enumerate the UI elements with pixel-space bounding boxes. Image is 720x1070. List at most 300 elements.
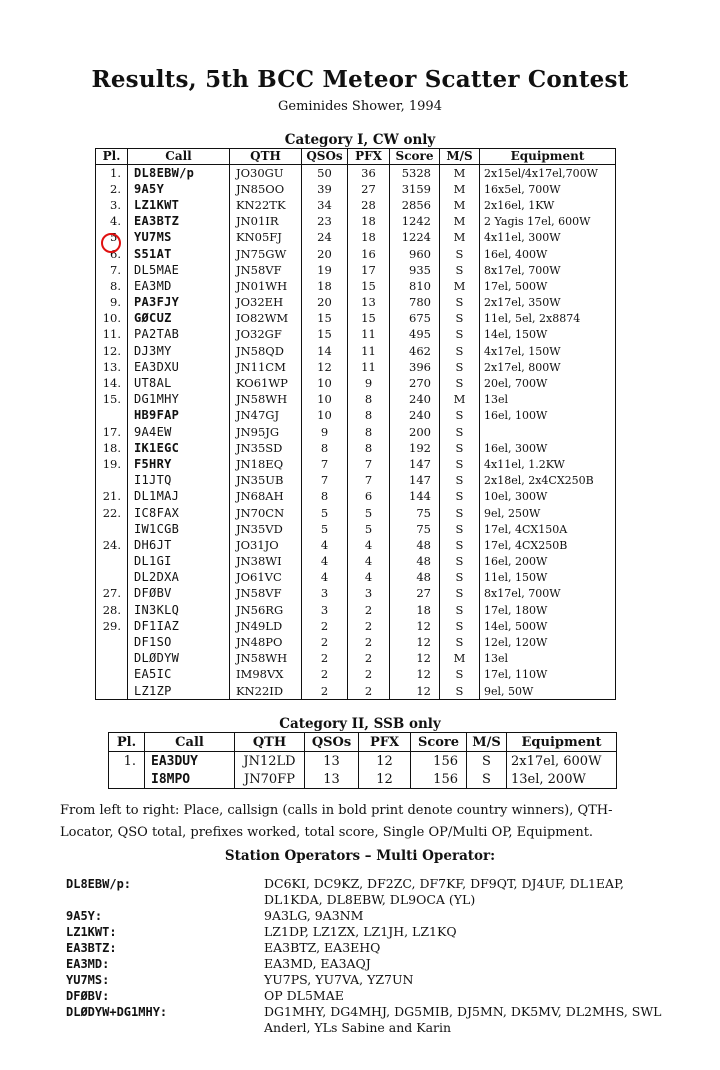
cell-qth: JN38WI [230,554,302,570]
cell-pfx: 8 [348,408,390,424]
operators-title: Station Operators – Multi Operator: [224,848,496,864]
cell-equipment: 11el, 150W [480,570,616,586]
cell-call: DF1IAZ [128,618,230,634]
cell-place: 28. [96,602,128,618]
cell-place: 19. [96,456,128,472]
cell-qth: KO61WP [230,375,302,391]
cell-call: DL2DXA [128,570,230,586]
cell-place: 4. [96,214,128,230]
cell-place: 17. [96,424,128,440]
cell-qth: JN68AH [230,489,302,505]
table-row [96,570,616,586]
cell-qth: JN95JG [230,424,302,440]
operator-names: DG1MHY, DG4MHJ, DG5MIB, DJ5MN, DK5MV, DL2MHS, SWL Anderl, YLs Sabine and Karin [264,1004,662,1035]
cell-call: DF1SO [128,634,230,650]
cell-pfx: 18 [348,230,390,246]
cell-ms: S [440,246,480,262]
table-row [96,521,616,537]
cell-score: 5328 [390,165,440,182]
cell-qth: JN12LD [235,752,305,771]
table-row [96,214,616,230]
cell-qth: KN22ID [230,683,302,700]
cell-ms: M [440,181,480,197]
cell-score: 240 [390,392,440,408]
cell-score: 12 [390,667,440,683]
cell-qth: JN75GW [230,246,302,262]
cell-qsos: 8 [302,489,348,505]
cell-pfx: 2 [348,618,390,634]
header-score: Score [390,149,440,165]
cell-pfx: 16 [348,246,390,262]
header-place: Pl. [109,733,145,752]
cell-qsos: 23 [302,214,348,230]
operator-station-call: DLØDYW+DG1MHY: [66,1005,168,1019]
cell-place: 10. [96,311,128,327]
cell-score: 12 [390,618,440,634]
cell-qsos: 9 [302,424,348,440]
table-row [96,165,616,182]
cell-pfx: 11 [348,359,390,375]
cell-call: EA3BTZ [128,214,230,230]
cell-place: 13. [96,359,128,375]
cell-score: 1224 [390,230,440,246]
operator-names: 9A3LG, 9A3NM [264,908,364,923]
cell-place [96,667,128,683]
cell-qth: JN58VF [230,586,302,602]
cell-qth: JO61VC [230,570,302,586]
cell-call: I8MPO [145,770,235,789]
table-row [96,343,616,359]
table-row [109,752,617,771]
cell-qsos: 10 [302,392,348,408]
table-row [96,537,616,553]
cell-score: 156 [411,770,467,789]
cell-score: 27 [390,586,440,602]
cell-place: 5. [96,230,128,246]
cell-ms: M [440,230,480,246]
cell-ms: S [440,456,480,472]
cell-equipment: 20el, 700W [480,375,616,391]
cell-equipment: 14el, 150W [480,327,616,343]
cell-equipment [480,424,616,440]
cell-place: 29. [96,618,128,634]
cell-score: 147 [390,456,440,472]
cell-place: 18. [96,440,128,456]
cell-score: 960 [390,246,440,262]
cell-place [96,651,128,667]
cell-qsos: 4 [302,554,348,570]
cell-place: 27. [96,586,128,602]
cell-call: HB9FAP [128,408,230,424]
cell-place: 15. [96,392,128,408]
cell-score: 270 [390,375,440,391]
cell-call: DL5MAE [128,262,230,278]
cell-place: 1. [96,165,128,182]
cell-ms: M [440,197,480,213]
cell-ms: S [440,667,480,683]
cell-equipment: 13el [480,392,616,408]
table-row [96,456,616,472]
cell-ms: M [440,214,480,230]
cell-call: DFØBV [128,586,230,602]
cell-call: I1JTQ [128,473,230,489]
cell-place: 1. [109,752,145,771]
cell-qth: JN01IR [230,214,302,230]
header-score: Score [411,733,467,752]
table-row [96,359,616,375]
page-subtitle: Geminides Shower, 1994 [278,99,442,114]
cell-score: 200 [390,424,440,440]
cell-qsos: 4 [302,537,348,553]
cell-equipment: 4x11el, 1.2KW [480,456,616,472]
cell-ms: S [440,537,480,553]
cell-call: S51AT [128,246,230,262]
cell-pfx: 7 [348,473,390,489]
cell-ms: M [440,651,480,667]
cell-equipment: 2x17el, 800W [480,359,616,375]
cell-ms: S [467,770,507,789]
cell-qsos: 20 [302,295,348,311]
cell-qsos: 39 [302,181,348,197]
cell-pfx: 5 [348,505,390,521]
operator-station-call: EA3MD: [66,957,110,971]
cell-ms: S [440,311,480,327]
cell-qth: IO82WM [230,311,302,327]
cell-ms: S [440,602,480,618]
cell-equipment: 16el, 100W [480,408,616,424]
operator-row [66,1004,666,1036]
cell-qsos: 24 [302,230,348,246]
cell-equipment: 2x17el, 350W [480,295,616,311]
cell-qsos: 15 [302,327,348,343]
cell-place: 2. [96,181,128,197]
operator-names: YU7PS, YU7VA, YZ7UN [264,972,414,987]
cell-equipment: 4x17el, 150W [480,343,616,359]
cell-equipment: 10el, 300W [480,489,616,505]
cell-equipment: 2x18el, 2x4CX250B [480,473,616,489]
cell-ms: S [440,375,480,391]
cell-score: 495 [390,327,440,343]
cell-call: PA2TAB [128,327,230,343]
cell-score: 48 [390,554,440,570]
cell-call: LZ1KWT [128,197,230,213]
cell-equipment: 8x17el, 700W [480,586,616,602]
category-1-title: Category I, CW only [284,132,436,148]
cell-call: DL1MAJ [128,489,230,505]
cell-qth: JN35VD [230,521,302,537]
cell-pfx: 2 [348,683,390,700]
operator-station-call: EA3BTZ: [66,941,117,955]
operator-row [66,988,666,1004]
cell-call: EA3DXU [128,359,230,375]
cell-place: 9. [96,295,128,311]
table-row [96,311,616,327]
header-pfx: PFX [348,149,390,165]
cell-ms: S [440,683,480,700]
cell-equipment: 2 Yagis 17el, 600W [480,214,616,230]
table-row [96,440,616,456]
cell-qsos: 3 [302,602,348,618]
header-qsos: QSOs [302,149,348,165]
table-row [96,230,616,246]
cell-equipment: 16el, 400W [480,246,616,262]
cell-place: 3. [96,197,128,213]
cell-qsos: 13 [305,770,359,789]
cell-score: 18 [390,602,440,618]
header-call: Call [145,733,235,752]
cell-qth: JN48PO [230,634,302,650]
operator-station-call: 9A5Y: [66,909,103,923]
operator-row [66,956,666,972]
cell-qsos: 4 [302,570,348,586]
cell-ms: M [440,165,480,182]
cell-qth: JO31JO [230,537,302,553]
cell-qsos: 18 [302,278,348,294]
cell-score: 2856 [390,197,440,213]
cell-qth: JN35SD [230,440,302,456]
cell-pfx: 12 [359,752,411,771]
cell-ms: S [440,521,480,537]
cell-score: 675 [390,311,440,327]
cell-pfx: 18 [348,214,390,230]
cell-call: 9A5Y [128,181,230,197]
cell-place [96,473,128,489]
cell-call: IC8FAX [128,505,230,521]
cell-place: 12. [96,343,128,359]
cell-qsos: 5 [302,521,348,537]
cell-score: 12 [390,683,440,700]
cell-qth: KN05FJ [230,230,302,246]
cell-place: 24. [96,537,128,553]
operator-names: LZ1DP, LZ1ZX, LZ1JH, LZ1KQ [264,924,457,939]
cell-ms: M [440,392,480,408]
table-row [96,586,616,602]
table-row [96,618,616,634]
cell-place [96,408,128,424]
cell-ms: S [440,408,480,424]
table-row [96,473,616,489]
cell-score: 48 [390,570,440,586]
operator-row [66,908,666,924]
cell-qsos: 7 [302,456,348,472]
table-row [96,375,616,391]
cell-call: EA3MD [128,278,230,294]
category-2-title: Category II, SSB only [279,716,441,732]
cell-equipment: 2x16el, 1KW [480,197,616,213]
cell-qth: JN01WH [230,278,302,294]
cell-ms: S [467,752,507,771]
operator-names: EA3MD, EA3AQJ [264,956,371,971]
cell-qsos: 2 [302,683,348,700]
cell-pfx: 8 [348,424,390,440]
cell-equipment: 2x15el/4x17el,700W [480,165,616,182]
category-2-table [108,732,617,789]
cell-place: 7. [96,262,128,278]
header-ms: M/S [467,733,507,752]
cell-ms: S [440,262,480,278]
cell-pfx: 2 [348,667,390,683]
table-row [96,505,616,521]
table-row [96,327,616,343]
operator-row [66,924,666,940]
cell-place: 8. [96,278,128,294]
cell-pfx: 11 [348,343,390,359]
cell-equipment: 4x11el, 300W [480,230,616,246]
cell-equipment: 17el, 180W [480,602,616,618]
cell-equipment: 8x17el, 700W [480,262,616,278]
cell-place [96,554,128,570]
cell-call: DLØDYW [128,651,230,667]
cell-qth: KN22TK [230,197,302,213]
operator-station-call: DFØBV: [66,989,110,1003]
cell-qth: JN49LD [230,618,302,634]
cell-score: 935 [390,262,440,278]
cell-equipment: 13el [480,651,616,667]
cell-ms: S [440,343,480,359]
cell-ms: S [440,424,480,440]
operator-station-call: YU7MS: [66,973,110,987]
table-header-row [96,149,616,165]
table-row [96,489,616,505]
cell-call: EA5IC [128,667,230,683]
header-pfx: PFX [359,733,411,752]
cell-equipment: 2x17el, 600W [507,752,617,771]
cell-score: 156 [411,752,467,771]
cell-equipment: 17el, 110W [480,667,616,683]
cell-qsos: 15 [302,311,348,327]
cell-score: 3159 [390,181,440,197]
cell-qsos: 5 [302,505,348,521]
cell-equipment: 17el, 4CX150A [480,521,616,537]
cell-qsos: 34 [302,197,348,213]
cell-pfx: 8 [348,392,390,408]
cell-call: GØCUZ [128,311,230,327]
table-row [96,683,616,700]
cell-score: 12 [390,634,440,650]
cell-score: 147 [390,473,440,489]
cell-ms: S [440,586,480,602]
cell-qsos: 2 [302,667,348,683]
cell-score: 1242 [390,214,440,230]
cell-call: 9A4EW [128,424,230,440]
annotation-circle-marker [101,233,121,253]
cell-ms: S [440,327,480,343]
operator-names: OP DL5MAE [264,988,344,1003]
cell-pfx: 28 [348,197,390,213]
cell-call: LZ1ZP [128,683,230,700]
table-row [96,295,616,311]
cell-score: 144 [390,489,440,505]
header-qth: QTH [230,149,302,165]
cell-qsos: 20 [302,246,348,262]
operator-station-call: DL8EBW/p: [66,877,132,891]
cell-qsos: 2 [302,651,348,667]
cell-ms: S [440,440,480,456]
cell-equipment: 9el, 50W [480,683,616,700]
cell-pfx: 6 [348,489,390,505]
cell-call: DG1MHY [128,392,230,408]
cell-call: IK1EGC [128,440,230,456]
cell-call: IN3KLQ [128,602,230,618]
cell-ms: S [440,554,480,570]
cell-call: DL8EBW/p [128,165,230,182]
cell-equipment: 9el, 250W [480,505,616,521]
cell-qth: JN18EQ [230,456,302,472]
cell-equipment: 12el, 120W [480,634,616,650]
cell-place [96,634,128,650]
cell-call: UT8AL [128,375,230,391]
cell-qth: JN58QD [230,343,302,359]
table-row [96,181,616,197]
page-title: Results, 5th BCC Meteor Scatter Contest [91,66,629,93]
table-row [109,770,617,789]
header-equipment: Equipment [480,149,616,165]
operator-row [66,940,666,956]
cell-place [109,770,145,789]
cell-pfx: 2 [348,651,390,667]
cell-ms: S [440,570,480,586]
cell-pfx: 15 [348,311,390,327]
table-row [96,262,616,278]
cell-pfx: 11 [348,327,390,343]
table-row [96,554,616,570]
cell-equipment: 16el, 300W [480,440,616,456]
cell-qth: JN70FP [235,770,305,789]
cell-qsos: 13 [305,752,359,771]
cell-score: 396 [390,359,440,375]
cell-call: DL1GI [128,554,230,570]
cell-qsos: 7 [302,473,348,489]
cell-qsos: 19 [302,262,348,278]
cell-place: 21. [96,489,128,505]
header-ms: M/S [440,149,480,165]
cell-equipment: 17el, 500W [480,278,616,294]
cell-qth: JO32EH [230,295,302,311]
cell-equipment: 16x5el, 700W [480,181,616,197]
cell-score: 780 [390,295,440,311]
cell-qsos: 10 [302,375,348,391]
header-qsos: QSOs [305,733,359,752]
cell-place [96,521,128,537]
cell-score: 12 [390,651,440,667]
table-row [96,408,616,424]
cell-qth: JN11CM [230,359,302,375]
cell-qth: JN70CN [230,505,302,521]
cell-pfx: 17 [348,262,390,278]
cell-qth: IM98VX [230,667,302,683]
table-row [96,634,616,650]
operator-names: EA3BTZ, EA3EHQ [264,940,381,955]
table-row [96,392,616,408]
cell-qth: JN35UB [230,473,302,489]
operator-names: DC6KI, DC9KZ, DF2ZC, DF7KF, DF9QT, DJ4UF, DL1EAP, DL1KDA, DL8EBW, DL9OCA (YL) [264,876,624,907]
cell-call: EA3DUY [145,752,235,771]
cell-score: 75 [390,521,440,537]
cell-call: F5HRY [128,456,230,472]
legend-note: From left to right: Place, callsign (calls in bold print denote country winners), QTH-Locator, QSO total, prefixes worked, total score, Single OP/Multi OP, Equipment. [60,803,613,840]
cell-equipment: 17el, 4CX250B [480,537,616,553]
cell-place: 14. [96,375,128,391]
cell-call: PA3FJY [128,295,230,311]
cell-pfx: 2 [348,634,390,650]
cell-ms: S [440,505,480,521]
cell-score: 810 [390,278,440,294]
cell-score: 240 [390,408,440,424]
operator-station-call: LZ1KWT: [66,925,117,939]
table-row [96,278,616,294]
operator-row [66,876,666,908]
cell-qth: JN58WH [230,392,302,408]
